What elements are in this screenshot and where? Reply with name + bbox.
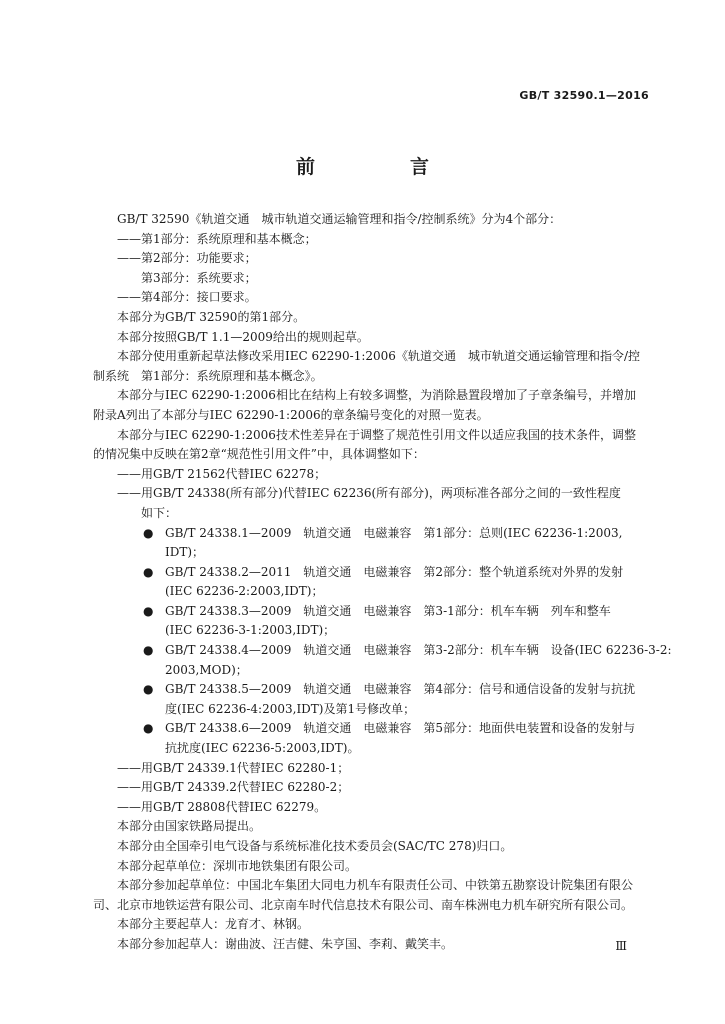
paragraph-line: 本部分由国家铁路局提出。 <box>117 819 262 834</box>
page-title: 前 言 <box>295 156 467 178</box>
document-body <box>93 210 672 955</box>
page-number: Ⅲ <box>615 939 627 953</box>
bullet-icon: ● <box>143 721 154 736</box>
bullet-item <box>117 524 650 544</box>
bullet-text: GB/T 24338.2—2011 轨道交通 电磁兼容 第2部分：整个轨道系统对外界的发射 <box>165 564 624 579</box>
change-item: ——用GB/T 28808代替IEC 62279。 <box>117 799 327 814</box>
bullet-continuation: (IEC 62236-3-1:2003,IDT)； <box>165 623 336 638</box>
paragraph-continuation: 附录A列出了本部分与IEC 62290-1:2006的章条编号变化的对照一览表。 <box>93 407 489 422</box>
paragraph-line: 本部分参加起草人：谢曲波、汪吉健、朱亨国、李莉、戴笑丰。 <box>117 936 454 951</box>
standard-code: GB/T 32590.1—2016 <box>519 89 649 102</box>
paragraph-line: 本部分与IEC 62290-1:2006技术性差异在于调整了规范性引用文件以适应我国的技术条件，调整 <box>117 427 636 442</box>
bullet-continuation: 度(IEC 62236-4:2003,IDT)及第1号修改单； <box>165 701 416 716</box>
paragraph-continuation: 制系统 第1部分：系统原理和基本概念》。 <box>93 368 323 383</box>
paragraph-line: 本部分参加起草单位：中国北车集团大同电力机车有限责任公司、中铁第五勘察设计院集团有限公 <box>117 878 634 893</box>
paragraph-line: 本部分与IEC 62290-1:2006相比在结构上有较多调整，为消除悬置段增加了子章条编号，并增加 <box>117 388 636 403</box>
bullet-item <box>117 641 672 661</box>
bullet-text: GB/T 24338.5—2009 轨道交通 电磁兼容 第4部分：信号和通信设备的发射与抗扰 <box>165 682 636 697</box>
bullet-item <box>117 602 650 622</box>
change-item: ——用GB/T 24338(所有部分)代替IEC 62236(所有部分)，两项标准各部分之间的一致性程度 <box>117 486 621 501</box>
part-item: ——第4部分：接口要求。 <box>117 290 257 305</box>
bullet-continuation: 抗扰度(IEC 62236-5:2003,IDT)。 <box>165 741 360 756</box>
bullet-icon: ● <box>143 682 154 697</box>
paragraph-line: 本部分主要起草人：龙育才、林钢。 <box>117 917 310 932</box>
change-item: ——用GB/T 24339.1代替IEC 62280-1； <box>117 760 350 775</box>
bullet-item <box>117 680 650 700</box>
change-item: ——用GB/T 21562代替IEC 62278； <box>117 466 327 481</box>
change-item: ——用GB/T 24339.2代替IEC 62280-2； <box>117 780 350 795</box>
paragraph-continuation: 司、北京市地铁运营有限公司、北京南车时代信息技术有限公司、南车株洲电力机车研究所有限公司。 <box>93 897 634 912</box>
bullet-icon: ● <box>143 603 154 618</box>
paragraph-line: 本部分为GB/T 32590的第1部分。 <box>117 309 306 324</box>
bullet-continuation: 2003,MOD)； <box>165 662 248 677</box>
paragraph-continuation: 的情况集中反映在第2章“规范性引用文件”中，具体调整如下： <box>93 447 425 462</box>
bullet-icon: ● <box>143 564 154 579</box>
part-item: 第3部分：系统要求； <box>117 270 257 285</box>
bullet-text: GB/T 24338.1—2009 轨道交通 电磁兼容 第1部分：总则(IEC 62236-1:2003, <box>165 525 623 540</box>
paragraph-line: 本部分按照GB/T 1.1—2009给出的规则起草。 <box>117 329 369 344</box>
paragraph-line: 本部分使用重新起草法修改采用IEC 62290-1:2006《轨道交通 城市轨道交通运输管理和指令/控 <box>117 349 640 364</box>
bullet-text: GB/T 24338.3—2009 轨道交通 电磁兼容 第3-1部分：机车车辆 列车和整车 <box>165 603 611 618</box>
intro-line: GB/T 32590《轨道交通 城市轨道交通运输管理和指令/控制系统》分为4个部分： <box>117 212 562 226</box>
bullet-continuation: (IEC 62236-2:2003,IDT)； <box>165 584 324 599</box>
part-item: ——第1部分：系统原理和基本概念； <box>117 231 317 246</box>
bullet-icon: ● <box>143 525 154 540</box>
bullet-continuation: IDT)； <box>165 545 205 560</box>
bullet-text: GB/T 24338.4—2009 轨道交通 电磁兼容 第3-2部分：机车车辆 设备(IEC 62236-3-2: <box>165 643 672 658</box>
bullet-text: GB/T 24338.6—2009 轨道交通 电磁兼容 第5部分：地面供电装置和设备的发射与 <box>165 721 636 736</box>
bullet-icon: ● <box>143 643 154 658</box>
part-item: ——第2部分：功能要求； <box>117 251 257 266</box>
paragraph-line: 本部分由全国牵引电气设备与系统标准化技术委员会(SAC/TC 278)归口。 <box>117 839 513 853</box>
bullet-item <box>117 563 650 583</box>
bullet-item <box>117 719 650 739</box>
paragraph-line: 本部分起草单位：深圳市地铁集团有限公司。 <box>117 858 358 873</box>
change-item-continuation: 如下： <box>141 505 178 520</box>
